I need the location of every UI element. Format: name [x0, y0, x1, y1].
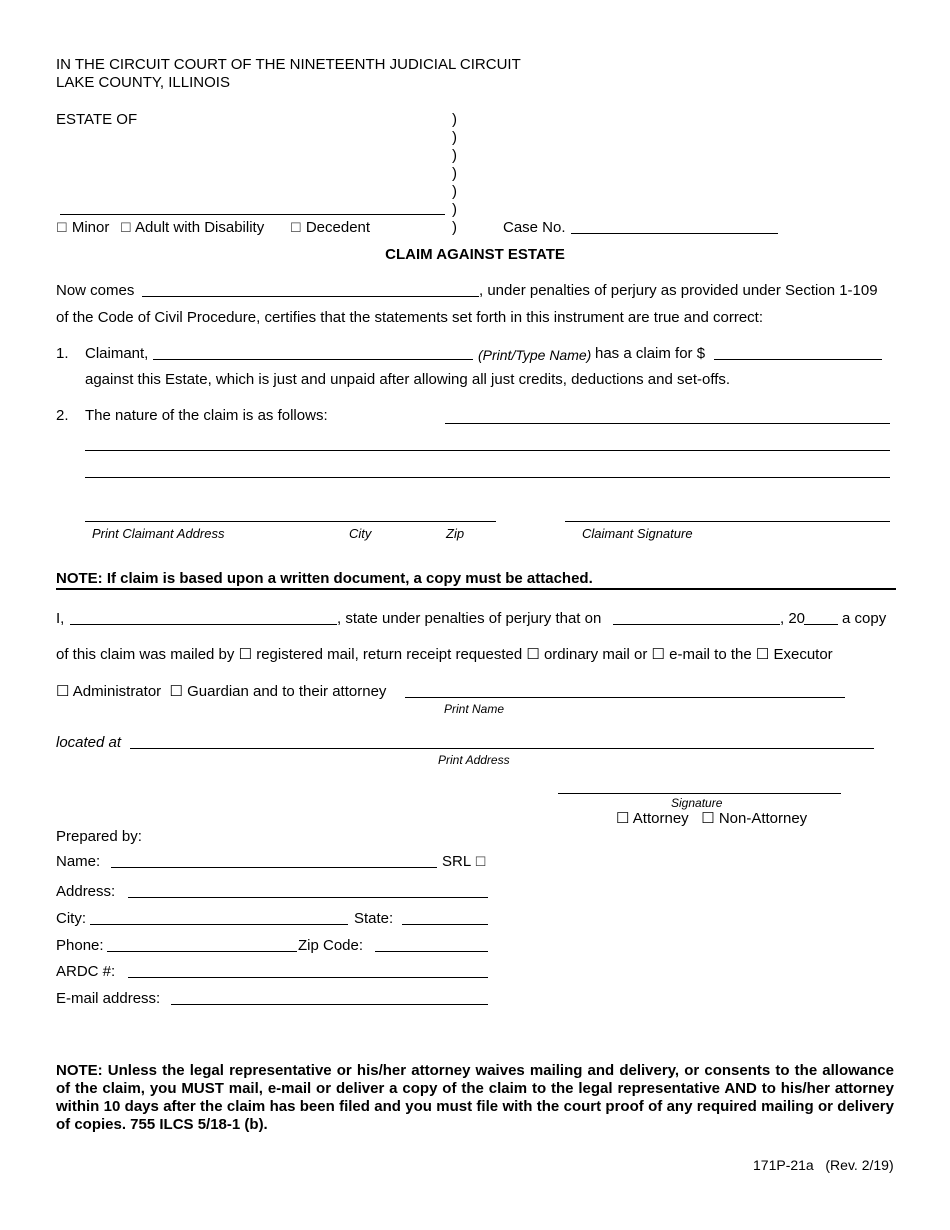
executor-checkbox[interactable]: ☐	[755, 646, 770, 663]
preparer-email-label: E-mail address:	[56, 990, 161, 1007]
administrator-checkbox[interactable]: ☐	[56, 683, 70, 700]
print-address-label: Print Claimant Address	[92, 526, 225, 541]
court-name: IN THE CIRCUIT COURT OF THE NINETEENTH JUDICIAL CIRCUIT	[56, 56, 521, 73]
nature-line-1[interactable]	[445, 423, 890, 424]
form-number: 171P-21a	[753, 1157, 814, 1173]
caption-paren: )	[452, 147, 457, 164]
prepared-by-label: Prepared by:	[56, 828, 142, 845]
print-type-name-hint: (Print/Type Name)	[478, 347, 592, 363]
year-prefix: , 20	[780, 610, 806, 627]
ordinary-mail-checkbox[interactable]: ☐	[526, 646, 540, 663]
claimant-signature-label: Claimant Signature	[582, 526, 693, 541]
server-name-field[interactable]	[70, 624, 337, 625]
zip-label: Zip	[446, 526, 465, 541]
caption-paren: )	[452, 219, 457, 236]
decedent-checkbox[interactable]: ☐	[290, 220, 302, 235]
preparer-city-field[interactable]	[90, 924, 348, 925]
a-copy-text: a copy	[842, 610, 887, 627]
intro-line2: of the Code of Civil Procedure, certifies that the statements set forth in this instrument are true and correct:	[56, 309, 763, 326]
executor-label: Executor	[773, 646, 833, 663]
claimant-name-field[interactable]	[153, 359, 473, 360]
minor-checkbox[interactable]: ☐	[56, 220, 68, 235]
guardian-label: Guardian and to their attorney	[187, 683, 387, 700]
now-comes-label: Now comes	[56, 282, 135, 299]
mailing-requirement-note: NOTE: Unless the legal representative or his/her attorney waives mailing and delivery, or consents to the allowance of the claim, you MUST mail, e-mail or deliver a copy of the claim to the legal representative AND to his/her attorney within 10 days after the claim has been filed and you must file with the court proof of any required mailing or delivery of copies. 755 ILCS 5/18-1 (b).	[56, 1062, 894, 1133]
caption-paren: )	[452, 111, 457, 128]
preparer-state-label: State:	[354, 910, 394, 927]
preparer-phone-label: Phone:	[56, 937, 104, 954]
email-checkbox[interactable]: ☐	[651, 646, 665, 663]
caption-paren: )	[452, 183, 457, 200]
affiant-name-field[interactable]	[142, 296, 479, 297]
attorney-address-field[interactable]	[130, 748, 874, 749]
claimant-address-field[interactable]	[85, 521, 496, 522]
preparer-email-field[interactable]	[171, 1004, 488, 1005]
preparer-address-label: Address:	[56, 883, 116, 900]
caption-paren: )	[452, 165, 457, 182]
srl-checkbox[interactable]: ☐	[474, 854, 487, 869]
preparer-zip-field[interactable]	[375, 951, 488, 952]
form-footer	[753, 1156, 894, 1174]
minor-option	[56, 219, 109, 237]
srl-option	[442, 853, 486, 871]
preparer-zip-label: Zip Code:	[298, 937, 364, 954]
service-date-field[interactable]	[613, 624, 780, 625]
attorney-type-options	[616, 810, 807, 828]
claim-amount-field[interactable]	[714, 359, 882, 360]
registered-mail-label: registered mail, return receipt requested	[256, 646, 523, 663]
preparer-state-field[interactable]	[402, 924, 488, 925]
srl-label: SRL	[442, 853, 471, 870]
preparer-phone-field[interactable]	[107, 951, 297, 952]
recipient-line	[56, 683, 386, 701]
decedent-label: Decedent	[305, 219, 371, 236]
court-county: LAKE COUNTY, ILLINOIS	[56, 74, 230, 91]
city-label: City	[349, 526, 372, 541]
perjury-text: , under penalties of perjury as provided under Section 1-109	[479, 282, 878, 299]
claimant-label: Claimant,	[85, 345, 149, 362]
caption-paren: )	[452, 201, 457, 218]
mailing-methods-line	[56, 646, 833, 664]
case-no-label: Case No.	[503, 219, 566, 236]
form-revision: (Rev. 2/19)	[825, 1157, 894, 1173]
service-year-field[interactable]	[804, 624, 838, 625]
attorney-checkbox[interactable]: ☐	[616, 810, 630, 827]
non-attorney-checkbox[interactable]: ☐	[701, 810, 715, 827]
nature-of-claim-label: The nature of the claim is as follows:	[85, 407, 328, 424]
estate-name-field[interactable]	[60, 214, 445, 215]
signature-label: Signature	[671, 796, 723, 810]
form-title: CLAIM AGAINST ESTATE	[385, 246, 565, 263]
non-attorney-label: Non-Attorney	[718, 810, 808, 827]
guardian-checkbox[interactable]: ☐	[169, 683, 183, 700]
state-perjury-text: , state under penalties of perjury that on	[337, 610, 602, 627]
preparer-address-field[interactable]	[128, 897, 488, 898]
ordinary-mail-label: ordinary mail or	[543, 646, 648, 663]
print-address-hint: Print Address	[438, 753, 510, 767]
item2-number: 2.	[56, 407, 69, 424]
i-label: I,	[56, 610, 65, 627]
preparer-name-label: Name:	[56, 853, 101, 870]
preparer-city-label: City:	[56, 910, 86, 927]
section-divider	[56, 588, 896, 590]
case-no-field[interactable]	[571, 233, 778, 234]
item1-number: 1.	[56, 345, 69, 362]
print-name-hint: Print Name	[444, 702, 505, 716]
attorney-name-field[interactable]	[405, 697, 845, 698]
adult-disability-option	[120, 219, 264, 237]
registered-mail-checkbox[interactable]: ☐	[238, 646, 253, 663]
email-label: e-mail to the	[669, 646, 752, 663]
located-at-label: located at	[56, 734, 122, 751]
estate-of-label: ESTATE OF	[56, 111, 138, 128]
preparer-ardc-label: ARDC #:	[56, 963, 116, 980]
nature-line-2[interactable]	[85, 450, 890, 451]
preparer-ardc-field[interactable]	[128, 977, 488, 978]
adult-disability-label: Adult with Disability	[135, 219, 265, 236]
administrator-label: Administrator	[72, 683, 162, 700]
preparer-name-field[interactable]	[111, 867, 437, 868]
claim-for-label: has a claim for $	[595, 345, 706, 362]
attorney-label: Attorney	[632, 810, 689, 827]
item1-line2: against this Estate, which is just and unpaid after allowing all just credits, deductions and set-offs.	[85, 371, 731, 388]
claimant-signature-field[interactable]	[565, 521, 890, 522]
nature-line-3[interactable]	[85, 477, 890, 478]
decedent-option	[290, 219, 370, 237]
mailed-by-text: of this claim was mailed by	[56, 646, 235, 663]
minor-label: Minor	[71, 219, 110, 236]
attachment-note: NOTE: If claim is based upon a written document, a copy must be attached.	[56, 570, 593, 587]
adult-disability-checkbox[interactable]: ☐	[120, 220, 132, 235]
caption-paren: )	[452, 129, 457, 146]
